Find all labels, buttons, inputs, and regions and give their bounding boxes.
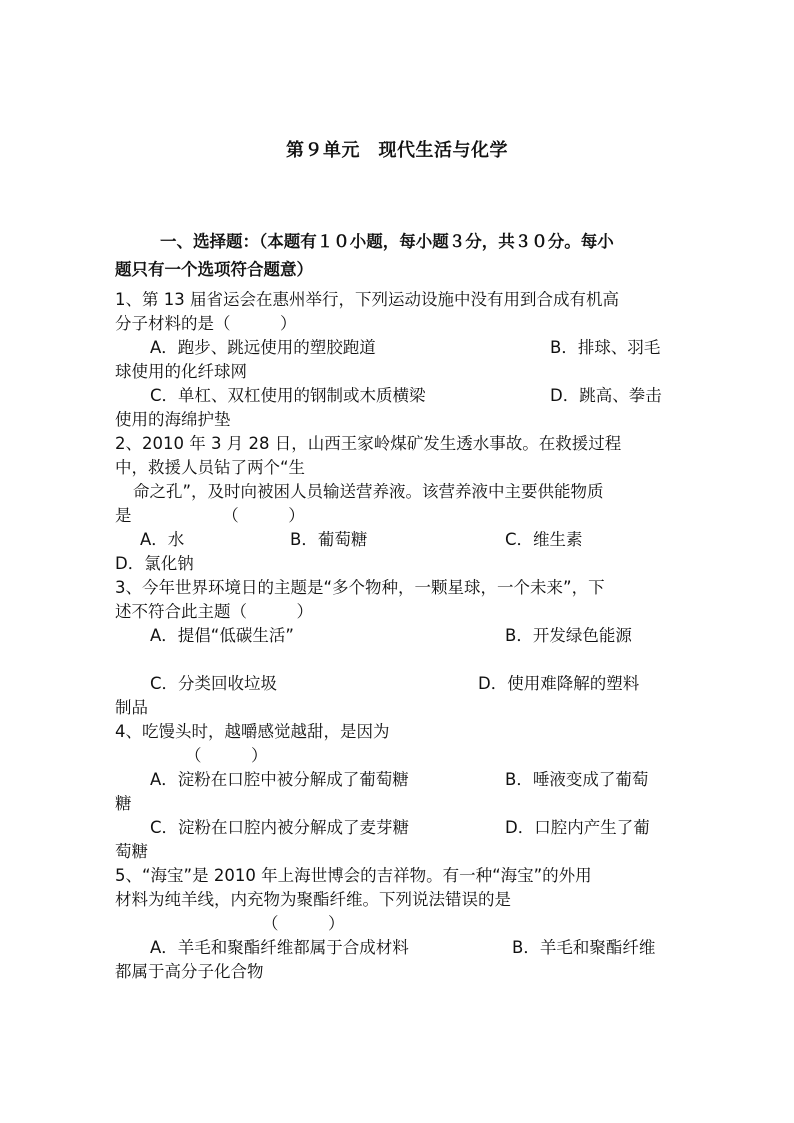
question-5-option-b: B．羊毛和聚酯纤维 [512,938,656,957]
question-1-option-c: C．单杠、双杠使用的钢制或木质横梁 [150,386,426,405]
question-4-stem-line2: （ ） [185,746,268,765]
question-3-option-b: B．开发绿色能源 [505,626,632,645]
question-1-option-d: D．跳高、拳击 [550,386,662,405]
section-heading [115,228,675,284]
question-5-option-a: A．羊毛和聚酯纤维都属于合成材料 [150,938,409,957]
question-1-stem-line2: 分子材料的是（ ） [115,314,297,333]
section-heading-line2: 题只有一个选项符合题意） [115,260,313,279]
question-2-option-b: B．葡萄糖 [290,530,368,549]
question-4-option-a: A．淀粉在口腔中被分解成了葡萄糖 [150,770,409,789]
question-1-option-b-cont: 球使用的化纤球网 [115,362,247,381]
question-2-option-a: A．水 [140,530,185,549]
question-1-option-a: A．跑步、跳远使用的塑胶跑道 [150,338,376,357]
question-2-stem-line4: 是 （ ） [115,506,305,525]
question-2-stem-line3: 命之孔”，及时向被困人员输送营养液。该营养液中主要供能物质 [133,482,604,501]
question-2-stem-line1: 2、2010 年 3 月 28 日，山西王家岭煤矿发生透水事故。在救援过程 [115,434,622,453]
question-5-stem-line3: （ ） [262,914,345,933]
question-4-option-b-cont: 糖 [115,794,132,813]
question-3-stem-line1: 3、今年世界环境日的主题是“多个物种，一颗星球，一个未来”，下 [115,578,605,597]
question-5-option-b-cont: 都属于高分子化合物 [115,962,264,981]
question-2-option-d: D．氯化钠 [115,554,194,573]
question-4-option-c: C．淀粉在口腔内被分解成了麦芽糖 [150,818,410,837]
question-4-stem-line1: 4、吃馒头时，越嚼感觉越甜，是因为 [115,722,390,741]
question-3-option-a: A．提倡“低碳生活” [150,626,294,645]
page-title: 第９单元 现代生活与化学 [286,140,508,161]
question-3-option-d: D．使用难降解的塑料 [478,674,640,693]
question-3-option-c: C．分类回收垃圾 [150,674,278,693]
section-heading-line1: 一、选择题：（本题有１０小题，每小题３分，共３０分。每小 [160,232,614,251]
question-1-stem-line1: 1、第 13 届省运会在惠州举行，下列运动设施中没有用到合成有机高 [115,290,619,309]
question-4-option-b: B．唾液变成了葡萄 [505,770,649,789]
question-3-stem-line2: 述不符合此主题（ ） [115,602,313,621]
question-5-stem-line2: 材料为纯羊线，内充物为聚酯纤维。下列说法错误的是 [115,890,511,909]
question-2-option-c: C．维生素 [505,530,583,549]
question-4-option-d: D．口腔内产生了葡 [505,818,650,837]
question-1-option-b: B．排球、羽毛 [550,338,661,357]
question-5-stem-line1: 5、“海宝”是 2010 年上海世博会的吉祥物。有一种“海宝”的外用 [115,866,592,885]
question-3-option-d-cont: 制品 [115,698,148,717]
question-4-option-d-cont: 萄糖 [115,842,148,861]
question-2-stem-line2: 中，救援人员钻了两个“生 [115,458,306,477]
question-1-option-d-cont: 使用的海绵护垫 [115,410,231,429]
